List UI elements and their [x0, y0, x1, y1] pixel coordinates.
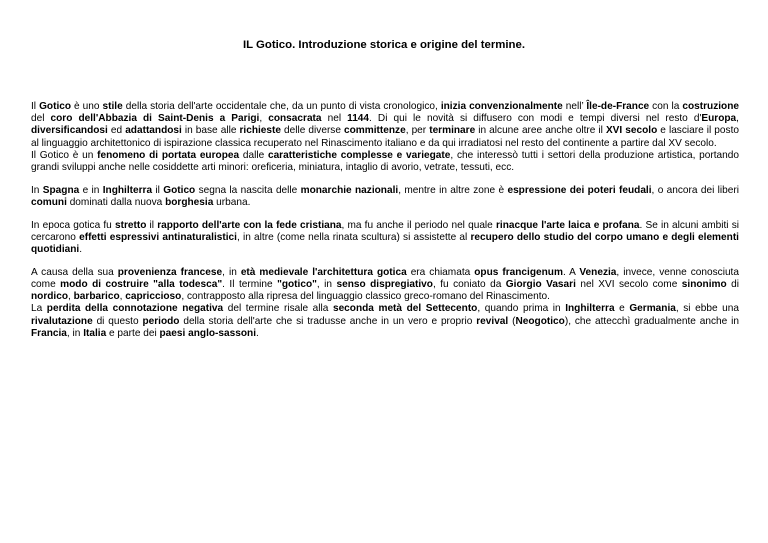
bold-text: diversificandosi — [31, 125, 108, 137]
text-run: . — [256, 327, 259, 339]
bold-text: recupero dello studio del corpo umano e degli elementi quotidiani — [31, 231, 739, 256]
text-run: e parte dei — [106, 327, 160, 339]
text-run: , ma fu anche il periodo nel quale — [341, 219, 496, 231]
bold-text: caratteristiche complesse e variegate — [267, 149, 451, 161]
text-run: del termine risale alla — [223, 303, 333, 315]
text-run: di — [726, 278, 739, 290]
text-run: La — [31, 303, 47, 315]
bold-text: opus francigenum — [474, 266, 563, 278]
bold-text: Inghilterra — [102, 184, 153, 196]
paragraph — [31, 267, 739, 304]
bold-text: Europa — [701, 113, 737, 125]
bold-text: Germania — [629, 303, 676, 315]
bold-text: 1144 — [347, 113, 370, 125]
text-run: , che interessò tutti i settori della produzione artistica, portando grandi sviluppi anche nelle cosiddette arti minori: oreficeria, miniatura, intaglio di avorio, vetrate, tessuti, ecc. — [31, 149, 740, 174]
text-run: . Di qui le novità si diffusero con modi e tempi diversi nel resto d' — [369, 113, 702, 125]
text-run: In epoca gotica fu — [31, 219, 115, 231]
page-title: IL Gotico. Introduzione storica e origine del termine. — [242, 39, 526, 51]
text-run: della storia dell'arte occidentale che, da un punto di vista cronologico, — [122, 101, 441, 112]
text-run: è uno — [71, 101, 103, 112]
text-run: segna la nascita delle — [195, 184, 301, 196]
text-run: , contrapposto alla ripresa del linguaggio classico greco-romano del Rinascimento. — [181, 291, 550, 303]
text-run: , per — [405, 125, 430, 137]
bold-text: seconda metà del Settecento — [332, 303, 478, 315]
bold-text: Gotico — [163, 184, 196, 196]
text-run: e — [614, 303, 630, 315]
text-run: Il — [31, 101, 40, 112]
bold-text: effetti espressivi antinaturalistici — [79, 231, 237, 243]
text-run: in alcune aree anche oltre il — [475, 125, 606, 137]
bold-text: adattandosi — [125, 125, 182, 137]
bold-text: periodo — [142, 315, 180, 327]
bold-text: provenienza francese — [117, 266, 223, 278]
text-run: , — [259, 113, 269, 125]
bold-text: stretto — [114, 219, 147, 231]
text-run: . — [79, 244, 83, 256]
text-run: , in — [66, 327, 84, 339]
bold-text: rinacque l'arte laica e profana — [495, 219, 640, 231]
text-run: In — [31, 184, 43, 196]
text-run: ), che attecchì gradualmente anche in — [564, 315, 740, 327]
bold-text: modo di costruire "alla todesca" — [60, 278, 223, 290]
paragraph — [31, 101, 739, 150]
text-run: di questo — [92, 315, 143, 327]
bold-text: monarchie nazionali — [300, 184, 399, 196]
bold-text: committenze — [344, 125, 406, 137]
bold-text: Giorgio Vasari — [505, 278, 576, 290]
text-run: in base alle — [181, 125, 240, 137]
bold-text: Venezia — [579, 266, 617, 278]
text-run: , in — [222, 266, 241, 278]
bold-text: Île-de-France — [586, 101, 650, 112]
text-run: urbana. — [213, 196, 251, 208]
bold-text: nordico — [31, 291, 69, 303]
document-body — [31, 101, 739, 340]
text-run: , in — [316, 278, 337, 290]
text-run: , si ebbe una — [675, 303, 739, 315]
text-run: nel — [321, 113, 348, 125]
bold-text: stile — [102, 101, 123, 112]
text-run: dominati dalla nuova — [66, 196, 166, 208]
bold-text: capriccioso — [125, 291, 182, 303]
text-run: . A — [562, 266, 580, 278]
bold-text: perdita della connotazione negativa — [46, 303, 224, 315]
text-run: delle diverse — [281, 125, 345, 137]
bold-text: richieste — [239, 125, 282, 137]
text-run: dalle — [239, 149, 268, 161]
bold-text: Gotico — [39, 101, 72, 112]
text-run: e lasciare il posto al linguaggio architettonico di ispirazione classica recuperato nel Rinascimento italiano e da qui irradiatosi nel resto del continente a partire dal XV secolo. — [31, 125, 739, 149]
text-run: , invece, venne conosciuta come — [31, 266, 739, 290]
text-run: e in — [79, 184, 103, 196]
bold-text: borghesia — [165, 196, 214, 208]
text-run: con la — [649, 101, 683, 112]
text-run: , quando prima in — [477, 303, 566, 315]
paragraph — [31, 220, 739, 257]
text-run: A causa della sua — [31, 266, 118, 278]
text-run: della storia dell'arte che si tradusse anche in un vero e proprio — [179, 315, 477, 327]
bold-text: revival — [476, 315, 509, 327]
bold-text: sinonimo — [681, 278, 727, 290]
text-run: , — [119, 291, 126, 303]
bold-text: espressione dei poteri feudali — [507, 184, 652, 196]
bold-text: comuni — [31, 196, 67, 208]
text-run: ( — [508, 315, 516, 327]
text-run: nel XVI secolo come — [575, 278, 682, 290]
paragraph — [31, 303, 739, 340]
bold-text: Neogotico — [515, 315, 565, 327]
bold-text: senso dispregiativo — [336, 278, 433, 290]
bold-text: barbarico — [73, 291, 120, 303]
bold-text: età medievale l'architettura gotica — [240, 266, 407, 278]
bold-text: inizia convenzionalmente — [440, 101, 563, 112]
text-run: , mentre in altre zone è — [398, 184, 508, 196]
bold-text: Spagna — [42, 184, 80, 196]
bold-text: terminare — [429, 125, 476, 137]
bold-text: XVI secolo — [605, 125, 658, 137]
text-run: , fu coniato da — [432, 278, 506, 290]
bold-text: costruzione — [682, 101, 739, 112]
bold-text: Italia — [83, 327, 107, 339]
text-run: ed — [107, 125, 126, 137]
text-run: , — [736, 113, 739, 125]
bold-text: rapporto dell'arte con la fede cristiana — [157, 219, 342, 231]
text-run: , o ancora dei liberi — [651, 184, 739, 196]
bold-text: Inghilterra — [565, 303, 615, 315]
text-run: , in altre (come nella rinata scultura) si assistette al — [236, 231, 471, 243]
bold-text: "gotico" — [277, 278, 317, 290]
text-run: era chiamata — [406, 266, 475, 278]
text-run: . Se in alcuni ambiti si cercarono — [31, 219, 739, 243]
bold-text: rivalutazione — [31, 315, 93, 327]
text-run: il — [152, 184, 164, 196]
bold-text: fenomeno di portata europea — [97, 149, 240, 161]
text-run: . Il termine — [222, 278, 278, 290]
text-run: Il Gotico è un — [31, 149, 98, 161]
bold-text: Francia — [31, 327, 67, 339]
paragraph — [31, 150, 739, 174]
text-run: nell’ — [562, 101, 587, 112]
text-run: del — [31, 113, 51, 125]
text-run: il — [146, 219, 158, 231]
bold-text: coro dell'Abbazia di Saint-Denis a Parigi — [50, 113, 260, 125]
bold-text: consacrata — [268, 113, 322, 125]
bold-text: paesi anglo-sassoni — [159, 327, 256, 339]
text-run: , — [68, 291, 74, 303]
paragraph — [31, 185, 739, 209]
